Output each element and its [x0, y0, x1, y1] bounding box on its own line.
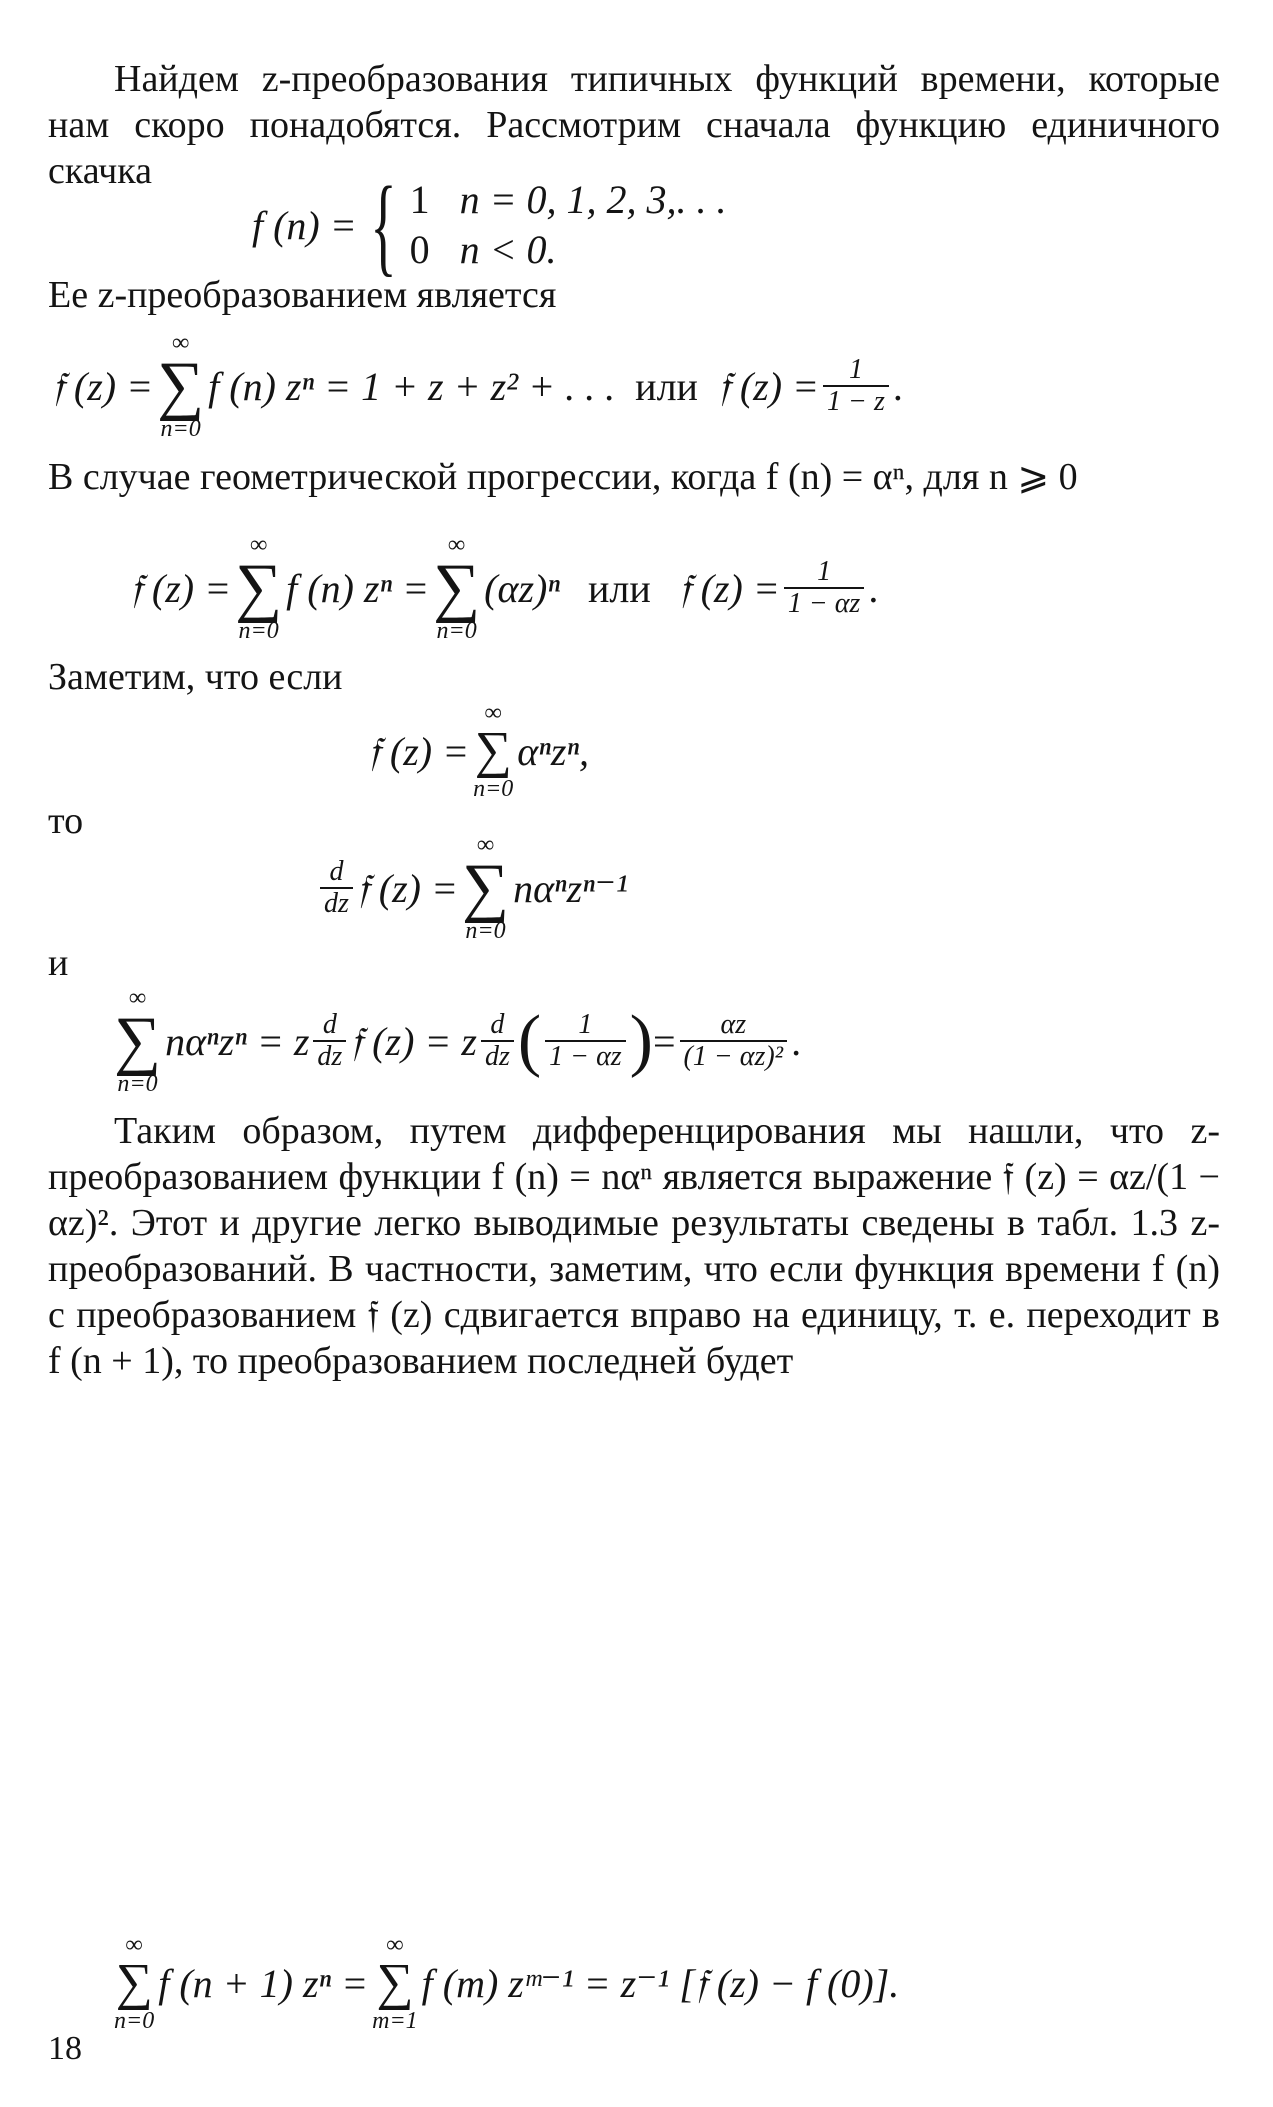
paragraph-z-transform-intro: Ее z-преобразованием является: [48, 274, 557, 316]
summation: ∞ ∑ m=1: [372, 1932, 418, 2034]
summation: ∞ ∑ n=0: [462, 832, 510, 944]
equation-derivative: [316, 832, 628, 944]
eq2-rhs: 𝔣 (z) =: [678, 565, 780, 611]
eq3-term: αⁿzⁿ,: [517, 728, 590, 774]
eq6-rhs: f (m) zᵐ⁻¹ = z⁻¹ [𝔣 (z) − f (0)].: [421, 1960, 900, 2006]
derivative-operator: $\frac{d}{dz}$: [320, 857, 353, 919]
eq2-lhs: 𝔣 (z) =: [130, 565, 232, 611]
paragraph-geometric: В случае геометрической прогрессии, когда f (n) = αⁿ, для n ⩾ 0: [48, 456, 1078, 498]
left-brace: {: [369, 164, 397, 286]
eq1-lhs: 𝔣 (z) =: [52, 363, 154, 409]
eq5-mid: 𝔣 (z) = z: [350, 1018, 477, 1064]
paragraph-then: то: [48, 800, 84, 842]
paragraph-note: Заметим, что если: [48, 656, 343, 698]
case1-condition: n = 0, 1, 2, 3,. . .: [459, 177, 727, 222]
case1-value: 1: [409, 177, 430, 222]
equation-geometric-transform: 𝔣 (z) = ∞ ∑ n=0 f (n) zⁿ = ∞ ∑ n=0 (αz)ⁿ или 𝔣 (z) = $\frac{1}{1 - \alpha z}$ .: [130, 532, 879, 644]
eq1-series: f (n) zⁿ = 1 + z + z² + . . .: [208, 363, 616, 409]
case2-value: 0: [409, 227, 430, 272]
derivative-operator: $\frac{d}{dz}$: [313, 1010, 346, 1072]
paragraph-intro: Найдем z-преобразования типичных функций времени, которые нам скоро понадобятся. Рассмотрим сначала функцию единичного скачка: [48, 58, 1220, 192]
eq4-lhs: 𝔣 (z) =: [356, 865, 458, 911]
paragraph-conclusion: Таким образом, путем дифференцирования мы нашли, что z-преобразованием функции f (n) = nαⁿ является выражение 𝔣 (z) = αz/(1 − αz)². Этот и другие легко выводимые результаты сведены в табл. 1.3 z-преобразований. В частности, заметим, что если функция времени f (n) с преобразованием 𝔣 (z) сдвигается вправо на единицу, т. е. переходит в f (n + 1), то преобразованием последней будет: [48, 1110, 1220, 1382]
equation-step-function: [252, 164, 727, 286]
step-cases: [410, 175, 727, 275]
page-number: 18: [48, 2030, 82, 2067]
eq3-lhs: 𝔣 (z) =: [368, 728, 470, 774]
summation: ∞ ∑ n=0: [157, 330, 205, 442]
eq1-or: или: [635, 363, 698, 409]
equation-shift: [110, 1932, 899, 2034]
eq5-term: nαⁿzⁿ = z: [165, 1018, 310, 1064]
eq5-inner-fraction: $\frac{1}{1 - \alpha z}$: [545, 1010, 626, 1072]
paragraph-and: и: [48, 942, 69, 984]
eq1-fraction: $\frac{1}{1 - z}$: [823, 355, 889, 417]
eq2-series: f (n) zⁿ =: [286, 565, 430, 611]
eq2-fraction: $\frac{1}{1 - \alpha z}$: [784, 557, 865, 619]
eq5-result-fraction: $\frac{\alpha z}{\text{(1 − αz)²}}$: [680, 1010, 788, 1072]
eq2-term: (αz)ⁿ: [484, 565, 560, 611]
derivative-operator: $\frac{d}{dz}$: [481, 1010, 514, 1072]
equation-derivative-result: ∞ ∑ n=0 nαⁿzⁿ = z $\frac{d}{dz}$ 𝔣 (z) = z $\frac{d}{dz}$ ( $\frac{1}{1 - \alpha z}$ ) = $\frac{\alpha z}{\text{(1 − αz)²}}$ .: [114, 985, 802, 1097]
equation-unit-step-transform: 𝔣 (z) = ∞ ∑ n=0 f (n) zⁿ = 1 + z + z² + . . . или 𝔣 (z) = $\frac{1}{1 - z}$ .: [52, 330, 903, 442]
summation: ∞ ∑ n=0: [235, 532, 283, 644]
step-lhs: f (n) =: [252, 202, 357, 248]
equation-power-series: [368, 700, 589, 802]
summation: ∞ ∑ n=0: [473, 700, 514, 802]
eq2-or: или: [587, 565, 651, 611]
case2-condition: n < 0.: [459, 227, 557, 272]
eq6-term: f (n + 1) zⁿ =: [158, 1960, 369, 2006]
summation: ∞ ∑ n=0: [114, 1932, 155, 2034]
summation: ∞ ∑ n=0: [114, 985, 162, 1097]
eq1-rhs: 𝔣 (z) =: [717, 363, 820, 409]
summation: ∞ ∑ n=0: [433, 532, 481, 644]
eq4-term: nαⁿzⁿ⁻¹: [513, 865, 628, 911]
